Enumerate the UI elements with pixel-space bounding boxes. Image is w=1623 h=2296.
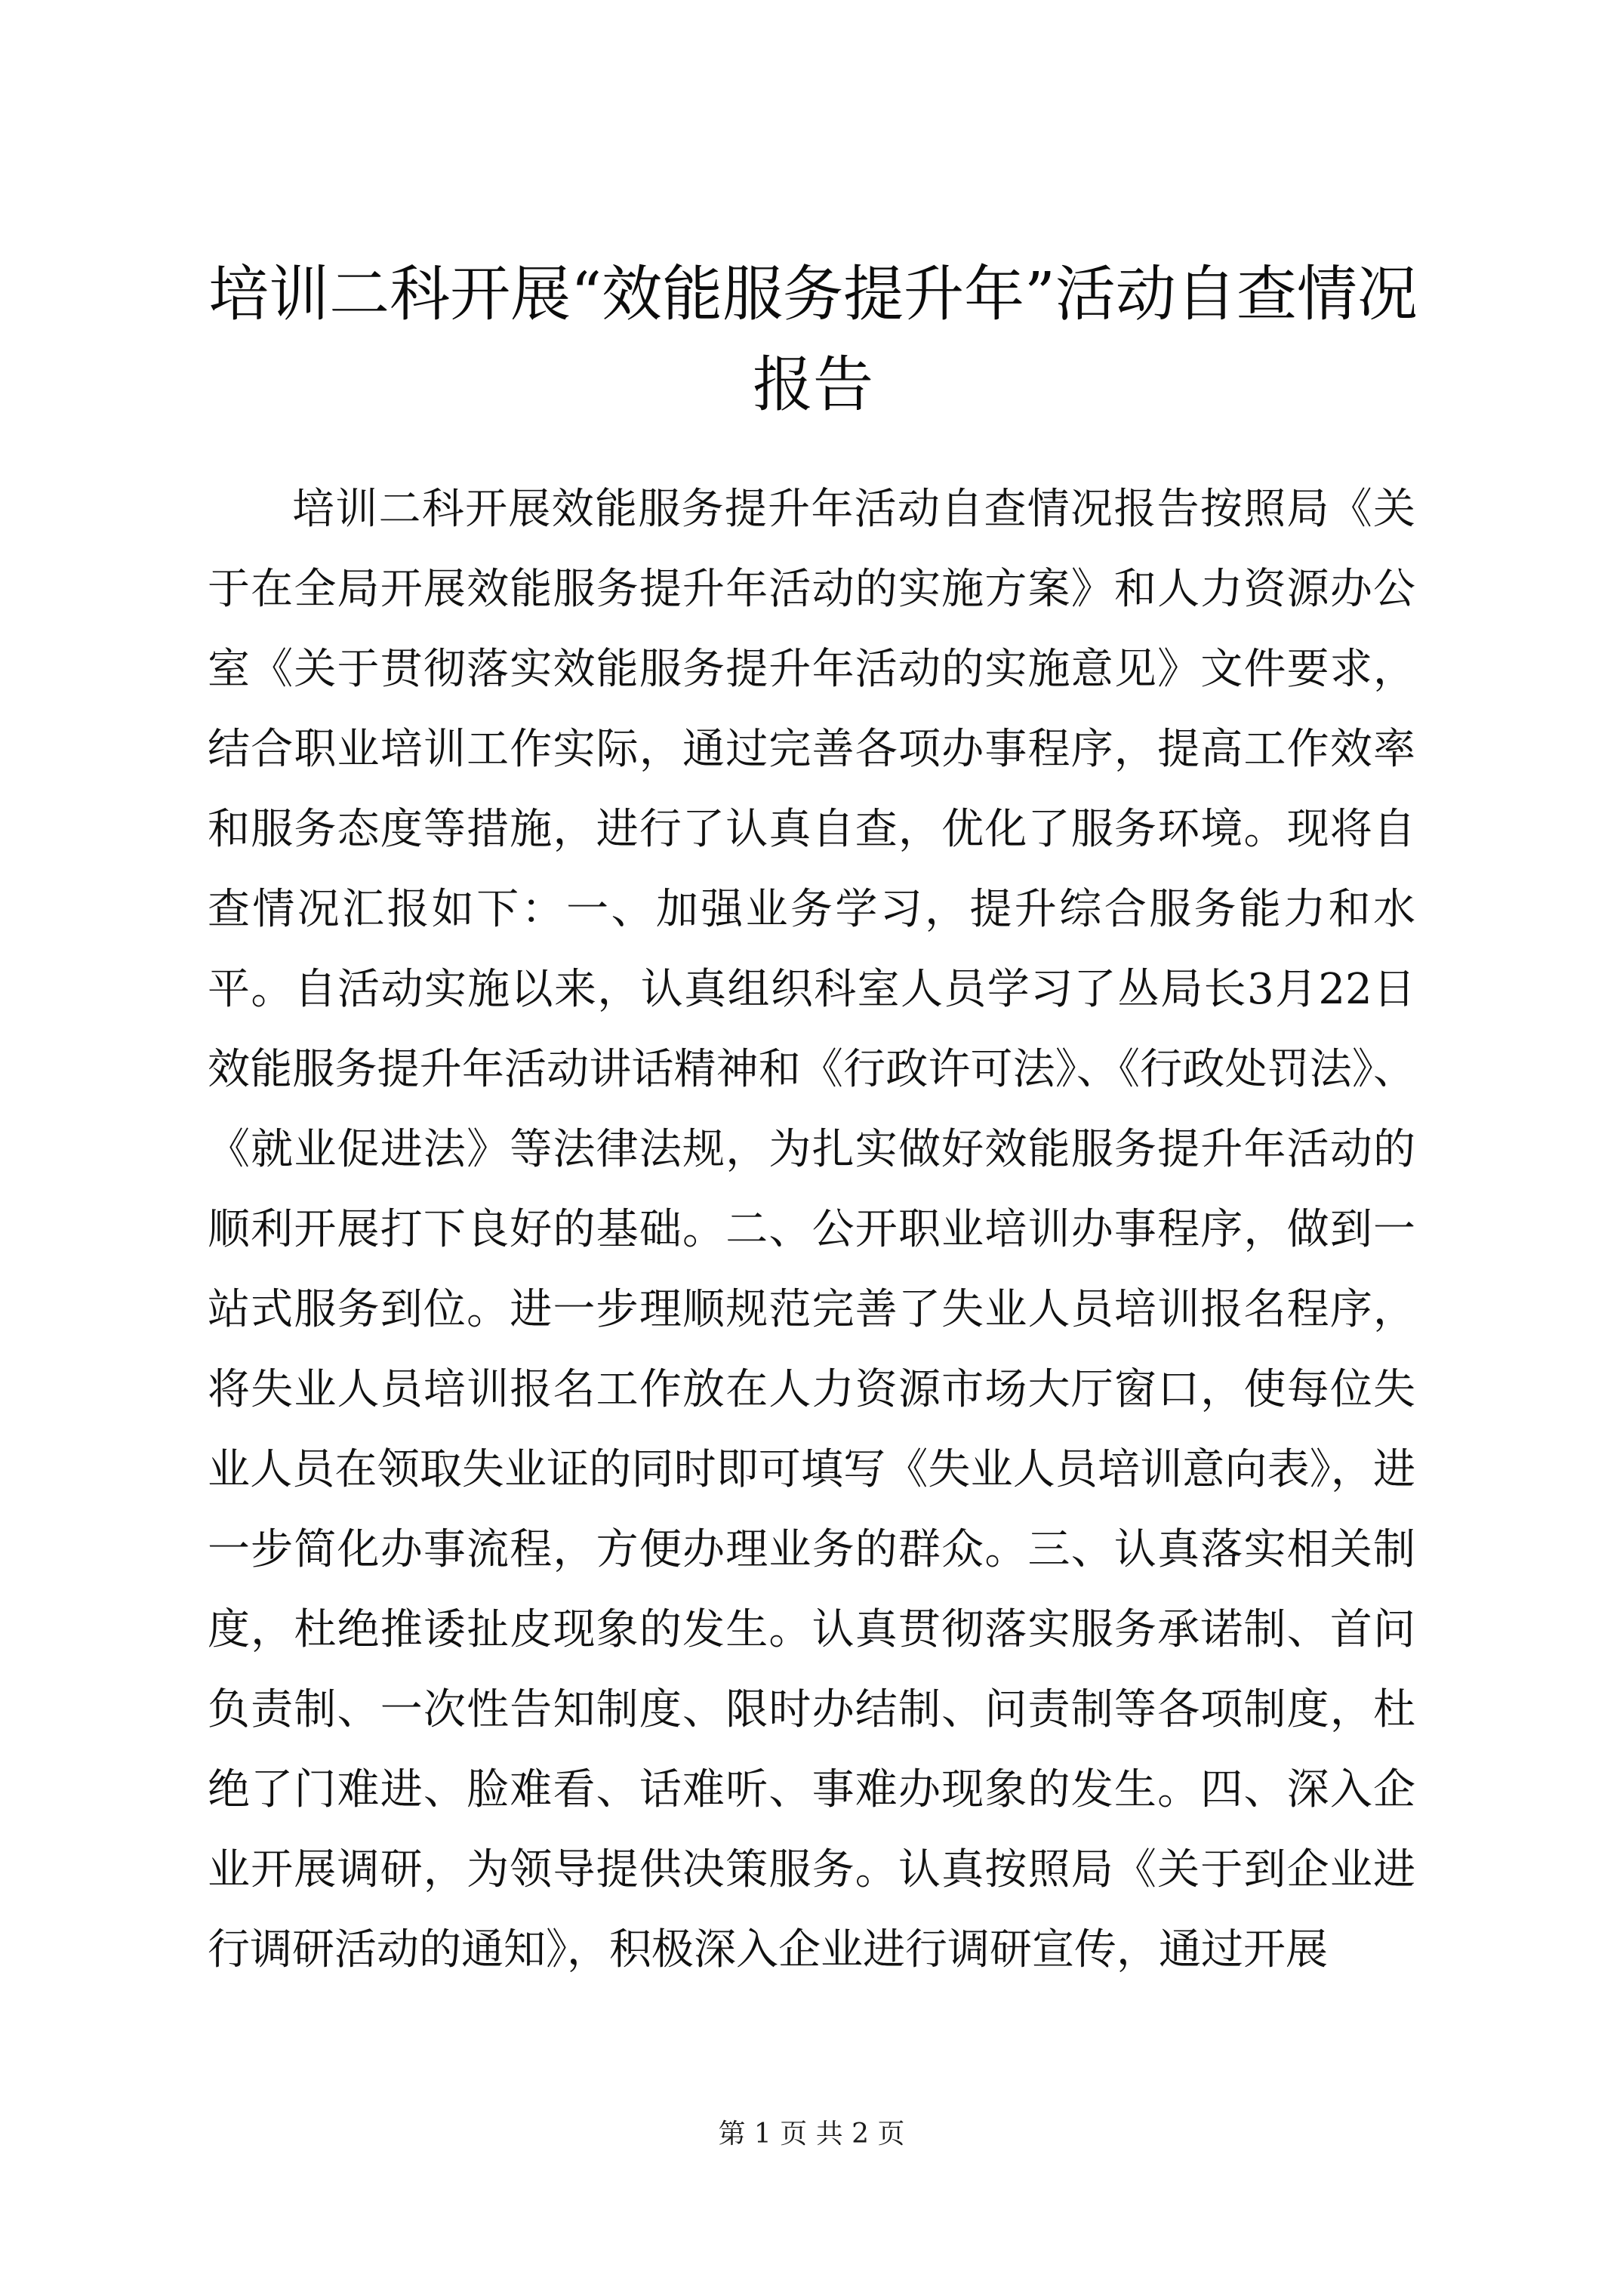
document-body-paragraph: 培训二科开展效能服务提升年活动自查情况报告按照局《关于在全局开展效能服务提升年活动的实施方案》和人力资源办公室《关于贯彻落实效能服务提升年活动的实施意见》文件要求，结合职业培训工作实际，通过完善各项办事程序，提高工作效率和服务态度等措施，进行了认真自查，优化了服务环境。现将自查情况汇报如下：一、加强业务学习，提升综合服务能力和水平。自活动实施以来，认真组织科室人员学习了丛局长3月22日效能服务提升年活动讲话精神和《行政许可法》、《行政处罚法》、《就业促进法》等法律法规，为扎实做好效能服务提升年活动的顺利开展打下良好的基础。二、公开职业培训办事程序，做到一站式服务到位。进一步理顺规范完善了失业人员培训报名程序，将失业人员培训报名工作放在人力资源市场大厅窗口，使每位失业人员在领取失业证的同时即可填写《失业人员培训意向表》，进一步简化办事流程，方便办理业务的群众。三、认真落实相关制度，杜绝推诿扯皮现象的发生。认真贯彻落实服务承诺制、首问负责制、一次性告知制度、限时办结制、问责制等各项制度，杜绝了门难进、脸难看、话难听、事难办现象的发生。四、深入企业开展调研，为领导提供决策服务。认真按照局《关于到企业进行调研活动的通知》，积极深入企业进行调研宣传，通过开展 xyxy=(208,485,1415,1974)
page-number-footer: 第 1 页 共 2 页 xyxy=(718,2119,905,2150)
document-title: 培训二科开展“效能服务提升年”活动自查情况报告 xyxy=(208,259,1418,420)
